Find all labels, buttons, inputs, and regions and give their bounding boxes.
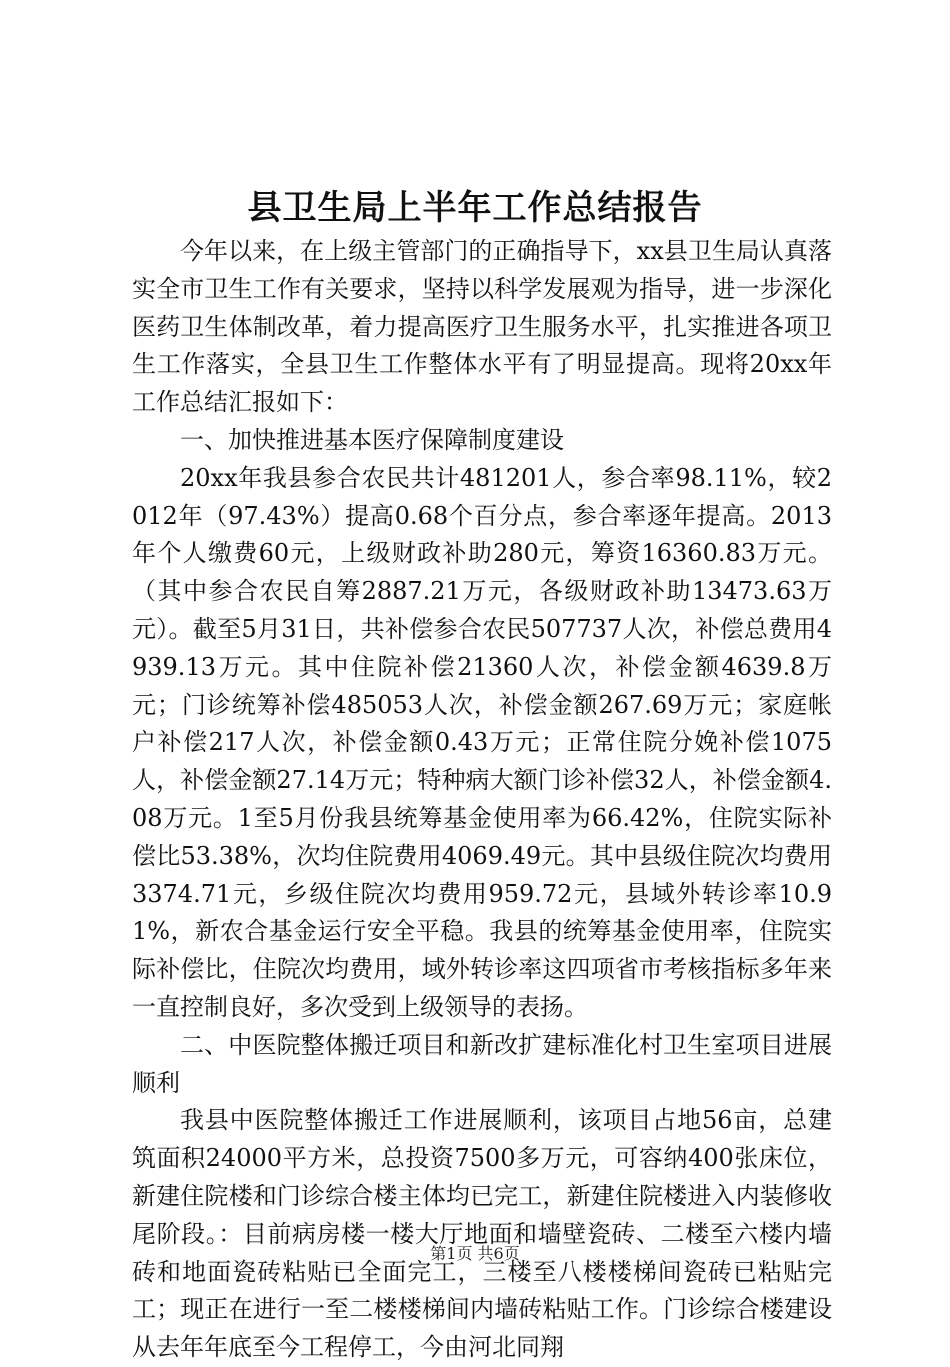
page-footer: 第1页 共6页 <box>430 1244 520 1263</box>
section-heading-2: 二、中医院整体搬迁项目和新改扩建标准化村卫生室项目进展顺利 <box>132 1030 832 1097</box>
paragraph-intro: 今年以来，在上级主管部门的正确指导下，xx县卫生局认真落实全市卫生工作有关要求，坚持以科学发展观为指导，进一步深化医药卫生体制改革，着力提高医疗卫生服务水平，扎实推进各项卫生工作落实，全县卫生工作整体水平有了明显提高。现将20xx年工作总结汇报如下： <box>132 237 832 417</box>
section-heading-1: 一、加快推进基本医疗保障制度建设 <box>180 425 564 454</box>
document-body <box>132 233 832 1367</box>
paragraph-section-1: 20xx年我县参合农民共计481201人，参合率98.11%，较2012年（97.43%）提高0.68个百分点，参合率逐年提高。2013年个人缴费60元，上级财政补助280元，筹资16360.83万元。（其中参合农民自筹2887.21万元，各级财政补助13473.63万元）。截至5月31日，共补偿参合农民507737人次，补偿总费用4939.13万元。其中住院补偿21360人次，补偿金额4639.8万元；门诊统筹补偿485053人次，补偿金额267.69万元；家庭帐户补偿217人次，补偿金额0.43万元；正常住院分娩补偿1075人，补偿金额27.14万元；特种病大额门诊补偿32人，补偿金额4.08万元。1至5月份我县统筹基金使用率为66.42%，住院实际补偿比53.38%，次均住院费用4069.49元。其中县级住院次均费用3374.71元，乡级住院次均费用959.72元，县域外转诊率10.91%，新农合基金运行安全平稳。我县的统筹基金使用率，住院实际补偿比，住院次均费用，域外转诊率这四项省市考核指标多年来一直控制良好，多次受到上级领导的表扬。 <box>132 463 832 1021</box>
page-title: 县卫生局上半年工作总结报告 <box>247 188 703 228</box>
paragraph-section-2: 我县中医院整体搬迁工作进展顺利，该项目占地56亩，总建筑面积24000平方米，总投资7500多万元，可容纳400张床位，新建住院楼和门诊综合楼主体均已完工，新建住院楼进入内装修收尾阶段。：目前病房楼一楼大厅地面和墙壁瓷砖、二楼至六楼内墙砖和地面瓷砖粘贴已全面完工，三楼至八楼楼梯间瓷砖已粘贴完工；现正在进行一至二楼楼梯间内墙砖粘贴工作。门诊综合楼建设从去年年底至今工程停工，今由河北同翔 <box>132 1106 832 1362</box>
